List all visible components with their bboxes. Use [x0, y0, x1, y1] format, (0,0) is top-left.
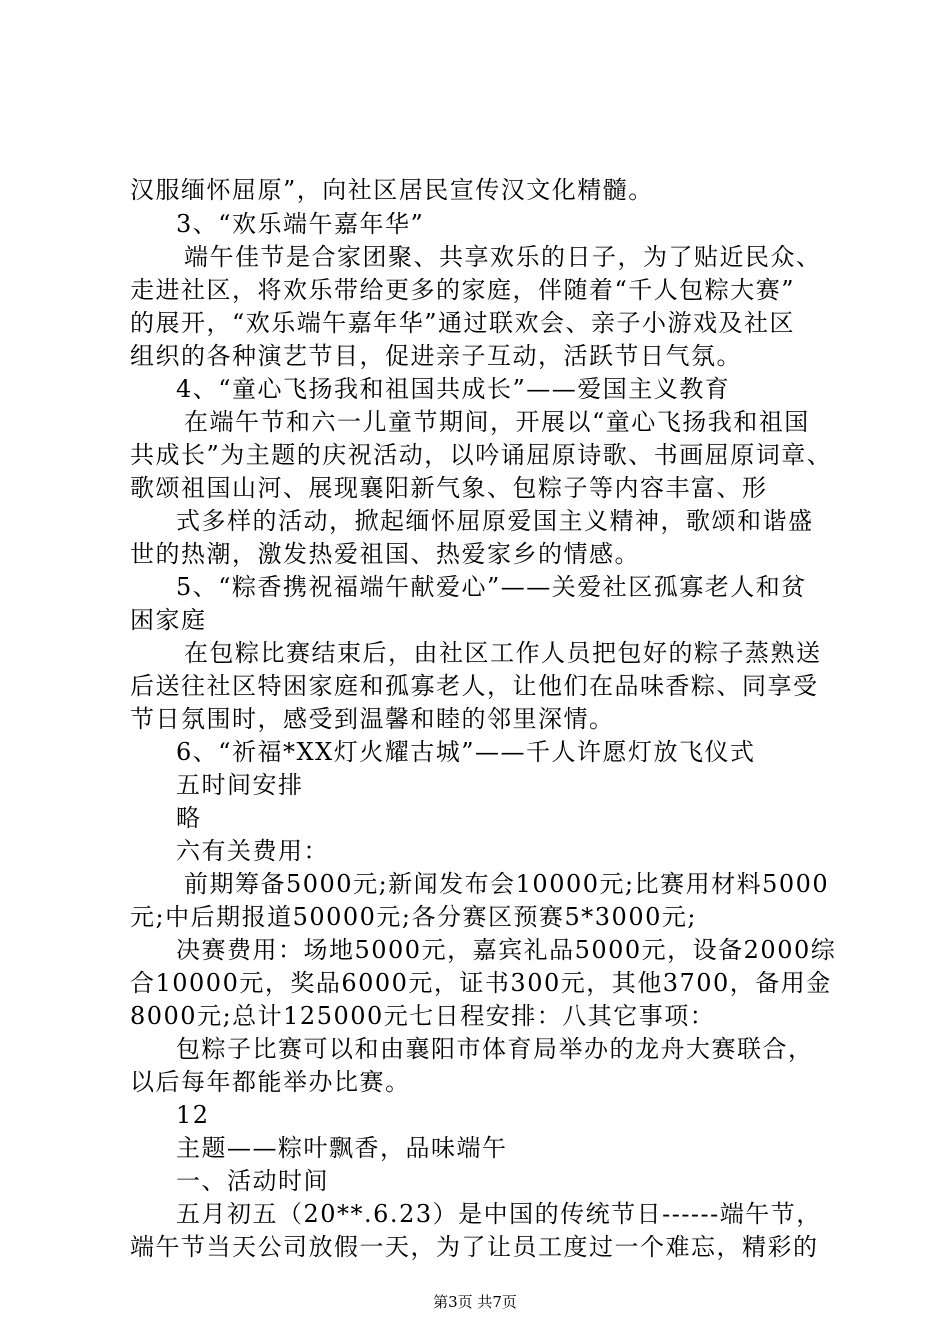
section-heading: 六有关费用： — [176, 837, 329, 865]
section-heading: 一、活动时间 — [176, 1167, 329, 1195]
text-line: 在包粽比赛结束后，由社区工作人员把包好的粽子蒸熟送 — [184, 639, 822, 667]
text-line: 组织的各种演艺节目，促进亲子互动，活跃节日气氛。 — [130, 342, 742, 370]
section-heading: 五时间安排 — [176, 771, 304, 799]
text-line: 决赛费用：场地5000元，嘉宾礼品5000元，设备2000综 — [176, 936, 837, 964]
text-line: 五月初五（20**.6.23）是中国的传统节日------端午节， — [176, 1200, 822, 1228]
text-line: 歌颂祖国山河、展现襄阳新气象、包粽子等内容丰富、形 — [130, 474, 768, 502]
text-line: 以后每年都能举办比赛。 — [130, 1068, 411, 1096]
text-line: 端午佳节是合家团聚、共享欢乐的日子，为了贴近民众、 — [184, 243, 822, 271]
text-line: 元;中后期报道50000元;各分赛区预赛5*3000元; — [130, 903, 697, 931]
text-line: 略 — [176, 804, 202, 832]
text-line: 困家庭 — [130, 606, 207, 634]
text-line: 前期筹备5000元;新闻发布会10000元;比赛用材料5000 — [184, 870, 830, 898]
section-heading: 4、“童心飞扬我和祖国共成长”——爱国主义教育 — [176, 375, 731, 403]
text-line: 8000元;总计125000元七日程安排：八其它事项： — [130, 1002, 716, 1030]
text-line: 走进社区，将欢乐带给更多的家庭，伴随着“千人包粽大赛” — [130, 276, 796, 304]
text-line: 合10000元，奖品6000元，证书300元，其他3700，备用金 — [130, 969, 832, 997]
section-heading: 主题——粽叶飘香，品味端午 — [176, 1134, 508, 1162]
text-line: 节日氛围时，感受到温馨和睦的邻里深情。 — [130, 705, 615, 733]
text-line: 的展开，“欢乐端午嘉年华”通过联欢会、亲子小游戏及社区 — [130, 309, 796, 337]
text-line: 世的热潮，激发热爱祖国、热爱家乡的情感。 — [130, 540, 640, 568]
section-heading: 5、“粽香携祝福端午献爱心”——关爱社区孤寡老人和贫 — [176, 573, 807, 601]
section-heading: 6、“祈福*XX灯火耀古城”——千人许愿灯放飞仪式 — [176, 738, 756, 766]
text-line: 式多样的活动，掀起缅怀屈原爱国主义精神，歌颂和谐盛 — [176, 507, 814, 535]
text-line: 汉服缅怀屈原”，向社区居民宣传汉文化精髓。 — [130, 176, 654, 204]
text-line: 12 — [176, 1101, 210, 1129]
text-line: 后送往社区特困家庭和孤寡老人，让他们在品味香粽、同享受 — [130, 672, 819, 700]
text-line: 在端午节和六一儿童节期间，开展以“童心飞扬我和祖国 — [184, 408, 810, 436]
text-line: 共成长”为主题的庆祝活动，以吟诵屈原诗歌、书画屈原词章、 — [130, 441, 833, 469]
text-line: 端午节当天公司放假一天，为了让员工度过一个难忘，精彩的 — [130, 1233, 819, 1261]
text-line: 包粽子比赛可以和由襄阳市体育局举办的龙舟大赛联合， — [176, 1035, 814, 1063]
section-heading: 3、“欢乐端午嘉年华” — [176, 210, 425, 238]
page-footer: 第3页 共7页 — [433, 1293, 517, 1311]
